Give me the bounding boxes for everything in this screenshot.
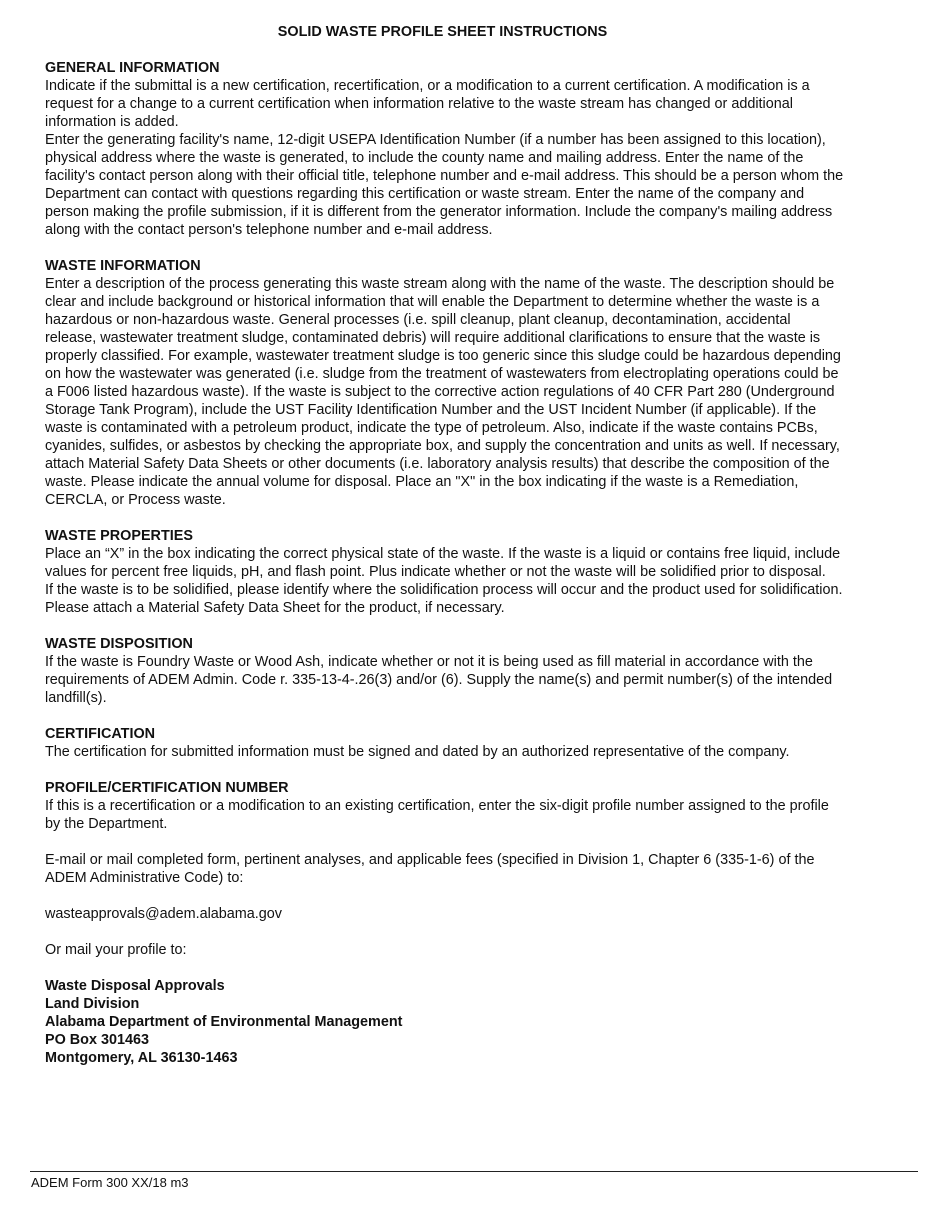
section-heading: WASTE INFORMATION (45, 258, 201, 274)
section-heading: GENERAL INFORMATION (45, 60, 220, 76)
address-line: PO Box 301463 (45, 1032, 149, 1048)
section-waste-properties (45, 527, 845, 617)
form-id: ADEM Form 300 XX/18 m3 (31, 1175, 189, 1190)
section-waste-information (45, 257, 845, 509)
paragraph: If the waste is Foundry Waste or Wood Ash, indicate whether or not it is being used as fill material in accordance with the requirements of ADEM Admin. Code r. 335-13-4-.26(3) and/or (6). Supply the name(s) and permit number(s) of the intended landfill(s). (45, 654, 833, 706)
paragraph: If the waste is to be solidified, please identify where the solidification process will occur and the product used for solidification. Please attach a Material Safety Data Sheet for the product, if necessary. (45, 582, 843, 616)
submission-email: wasteapprovals@adem.alabama.gov (45, 906, 282, 922)
paragraph: Enter a description of the process generating this waste stream along with the name of the waste. The description should be clear and include background or historical information that will enable the Department to determine whether the waste is a hazardous or non-hazardous waste. General processes (i.e. spill cleanup, plant cleanup, decontamination, accidental release, wastewater treatment sludge, contaminated debris) will require additional clarifications to ensure that the waste is properly classified. For example, wastewater treatment sludge is too generic since this sludge could be hazardous depending on how the wastewater was generated (i.e. sludge from the treatment of wastewaters from electroplating operations could be a F006 listed hazardous waste). If the waste is subject to the corrective action regulations of 40 CFR Part 280 (Underground Storage Tank Program), include the UST Facility Identification Number and the UST Incident Number (if applicable). If the waste is contaminated with a petroleum product, indicate the type of petroleum. Also, indicate if the waste contains PCBs, cyanides, sulfides, or asbestos by checking the appropriate box, and supply the concentration and units as well. If necessary, attach Material Safety Data Sheets or other documents (i.e. laboratory analysis results) that describe the composition of the waste. Please indicate the annual volume for disposal. Place an "X" in the box indicating if the waste is a Remediation, CERCLA, or Process waste. (45, 276, 841, 508)
submission-instructions: E-mail or mail completed form, pertinent analyses, and applicable fees (specified in Division 1, Chapter 6 (335-1-6) of the ADEM Administrative Code) to: (45, 852, 815, 886)
section-heading: WASTE PROPERTIES (45, 528, 193, 544)
paragraph: Indicate if the submittal is a new certification, recertification, or a modification to a current certification. A modification is a request for a change to a current certification when information relative to the waste stream has changed or additional information is added. (45, 78, 810, 130)
paragraph: If this is a recertification or a modification to an existing certification, enter the six-digit profile number assigned to the profile by the Department. (45, 798, 829, 832)
section-heading: PROFILE/CERTIFICATION NUMBER (45, 780, 289, 796)
section-heading: WASTE DISPOSITION (45, 636, 193, 652)
address-line: Alabama Department of Environmental Management (45, 1014, 403, 1030)
paragraph: Place an “X” in the box indicating the correct physical state of the waste. If the waste is a liquid or contains free liquid, include values for percent free liquids, pH, and flash point. Plus indicate whether or not the waste will be solidified prior to disposal. (45, 546, 841, 580)
address-line: Montgomery, AL 36130-1463 (45, 1050, 238, 1066)
mailing-address (45, 977, 845, 1067)
footer-divider (30, 1171, 918, 1172)
address-line: Land Division (45, 996, 140, 1012)
section-heading: CERTIFICATION (45, 726, 156, 742)
address-line: Waste Disposal Approvals (45, 978, 225, 994)
section-general-information (45, 59, 845, 239)
section-certification (45, 725, 845, 761)
paragraph: Enter the generating facility's name, 12-digit USEPA Identification Number (if a number has been assigned to this location), physical address where the waste is generated, to include the county name and mailing address. Enter the name of the facility's contact person along with their official title, telephone number and e-mail address. This should be a person whom the Department can contact with questions regarding this certification or waste stream. Enter the name of the company and person making the profile submission, if it is different from the generator information. Include the company's mailing address along with the contact person's telephone number and e-mail address. (45, 132, 844, 238)
section-profile-certification-number (45, 779, 845, 833)
section-waste-disposition (45, 635, 845, 707)
paragraph: The certification for submitted information must be signed and dated by an authorized representative of the company. (45, 744, 790, 760)
page-title: SOLID WASTE PROFILE SHEET INSTRUCTIONS (277, 24, 608, 40)
instructions-page (45, 23, 845, 1067)
mail-intro: Or mail your profile to: (45, 942, 187, 958)
